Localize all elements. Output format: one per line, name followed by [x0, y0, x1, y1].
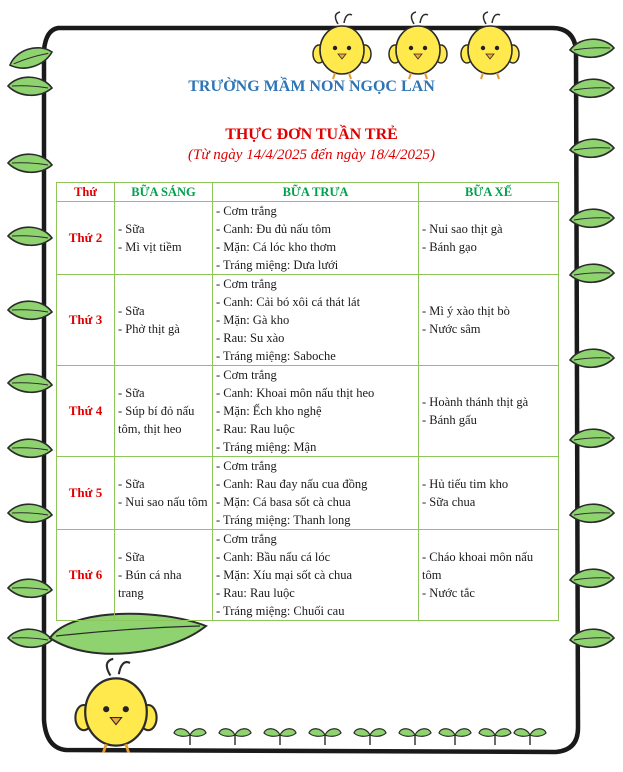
table-row [57, 202, 559, 275]
lunch-cell [213, 366, 419, 457]
lunch-cell [213, 275, 419, 366]
breakfast-cell [115, 457, 213, 530]
day-cell: Thứ 4 [57, 366, 115, 457]
menu-item: - Rau: Rau luộc [216, 422, 295, 436]
breakfast-cell [115, 530, 213, 621]
day-cell: Thứ 2 [57, 202, 115, 275]
day-cell: Thứ 5 [57, 457, 115, 530]
snack-cell [419, 275, 559, 366]
header-lunch: BỮA TRƯA [213, 183, 419, 202]
lunch-cell [213, 530, 419, 621]
menu-item: - Sữa [118, 550, 145, 564]
menu-item: - Canh: Rau đay nấu cua đồng [216, 477, 368, 491]
menu-item: - Hủ tiếu tim kho [422, 477, 509, 491]
menu-item: - Tráng miệng: Saboche [216, 349, 336, 363]
snack-cell [419, 530, 559, 621]
snack-cell [419, 366, 559, 457]
chick-icon [75, 659, 156, 753]
menu-item: - Sữa [118, 477, 145, 491]
menu-item: - Bún cá nha trang [118, 568, 182, 600]
menu-item: - Nước sâm [422, 322, 481, 336]
day-cell: Thứ 3 [57, 275, 115, 366]
table-row [57, 530, 559, 621]
header-snack: BỮA XẾ [419, 183, 559, 202]
chick-icon [461, 12, 519, 79]
school-name: TRƯỜNG MẦM NON NGỌC LAN [188, 78, 435, 95]
snack-cell [419, 457, 559, 530]
table-row [57, 366, 559, 457]
sprout-icon [439, 729, 471, 745]
menu-item: - Cơm trắng [216, 368, 277, 382]
menu-item: - Mặn: Xíu mại sốt cà chua [216, 568, 353, 582]
menu-item: - Sữa [118, 222, 145, 236]
leaf-icon [7, 42, 55, 74]
breakfast-cell [115, 366, 213, 457]
sprout-icon [354, 729, 386, 745]
menu-item: - Phở thịt gà [118, 322, 180, 336]
menu-item: - Canh: Đu đủ nấu tôm [216, 222, 331, 236]
menu-item: - Cơm trắng [216, 204, 277, 218]
menu-item: - Mặn: Gà kho [216, 313, 290, 327]
menu-item: - Tráng miệng: Dưa lưới [216, 258, 339, 272]
chick-icon [313, 12, 371, 79]
table-row [57, 457, 559, 530]
menu-item: - Tráng miệng: Thanh long [216, 513, 351, 527]
day-cell: Thứ 6 [57, 530, 115, 621]
sprout-icon [514, 729, 546, 745]
menu-title: THỰC ĐƠN TUẦN TRẺ [225, 126, 398, 143]
menu-item: - Sữa chua [422, 495, 476, 509]
lunch-cell [213, 202, 419, 275]
menu-item: - Canh: Cải bó xôi cá thát lát [216, 295, 361, 309]
menu-item: - Cơm trắng [216, 532, 277, 546]
menu-item: - Tráng miệng: Chuối cau [216, 604, 345, 618]
menu-item: - Bánh gạo [422, 240, 477, 254]
menu-item: - Canh: Khoai môn nấu thịt heo [216, 386, 375, 400]
sprout-icon [174, 729, 206, 745]
menu-item: - Nui sao thịt gà [422, 222, 503, 236]
menu-item: - Canh: Bầu nấu cá lóc [216, 550, 331, 564]
menu-item: - Mặn: Cá basa sốt cà chua [216, 495, 351, 509]
menu-item: - Sữa [118, 304, 145, 318]
menu-item: - Mì vịt tiềm [118, 240, 182, 254]
header-breakfast: BỮA SÁNG [115, 183, 213, 202]
menu-item: - Mặn: Ếch kho nghệ [216, 404, 322, 418]
sprout-icon [399, 729, 431, 745]
sprout-icon [264, 729, 296, 745]
menu-item: - Nui sao nấu tôm [118, 495, 208, 509]
table-row [57, 275, 559, 366]
date-range: (Từ ngày 14/4/2025 đến ngày 18/4/2025) [188, 147, 435, 163]
snack-cell [419, 202, 559, 275]
menu-item: - Rau: Su xào [216, 331, 285, 345]
menu-item: - Mì ý xào thịt bò [422, 304, 510, 318]
sprout-icon [309, 729, 341, 745]
menu-item: - Bánh gấu [422, 413, 477, 427]
sprout-icon [479, 729, 511, 745]
lunch-cell [213, 457, 419, 530]
breakfast-cell [115, 202, 213, 275]
menu-item: - Nước tắc [422, 586, 475, 600]
menu-item: - Cơm trắng [216, 277, 277, 291]
menu-item: - Hoành thánh thịt gà [422, 395, 529, 409]
menu-item: - Tráng miệng: Mận [216, 440, 317, 454]
menu-item: - Rau: Rau luộc [216, 586, 295, 600]
menu-item: - Cơm trắng [216, 459, 277, 473]
menu-item: - Sữa [118, 386, 145, 400]
menu-item: - Súp bí đỏ nấu tôm, thịt heo [118, 404, 195, 436]
menu-item: - Mặn: Cá lóc kho thơm [216, 240, 337, 254]
breakfast-cell [115, 275, 213, 366]
table-header-row [57, 183, 559, 202]
weekly-menu-table [56, 182, 559, 621]
menu-item: - Cháo khoai môn nấu tôm [422, 550, 534, 582]
header-day: Thứ [57, 183, 115, 202]
chick-icon [389, 12, 447, 79]
sprout-icon [219, 729, 251, 745]
